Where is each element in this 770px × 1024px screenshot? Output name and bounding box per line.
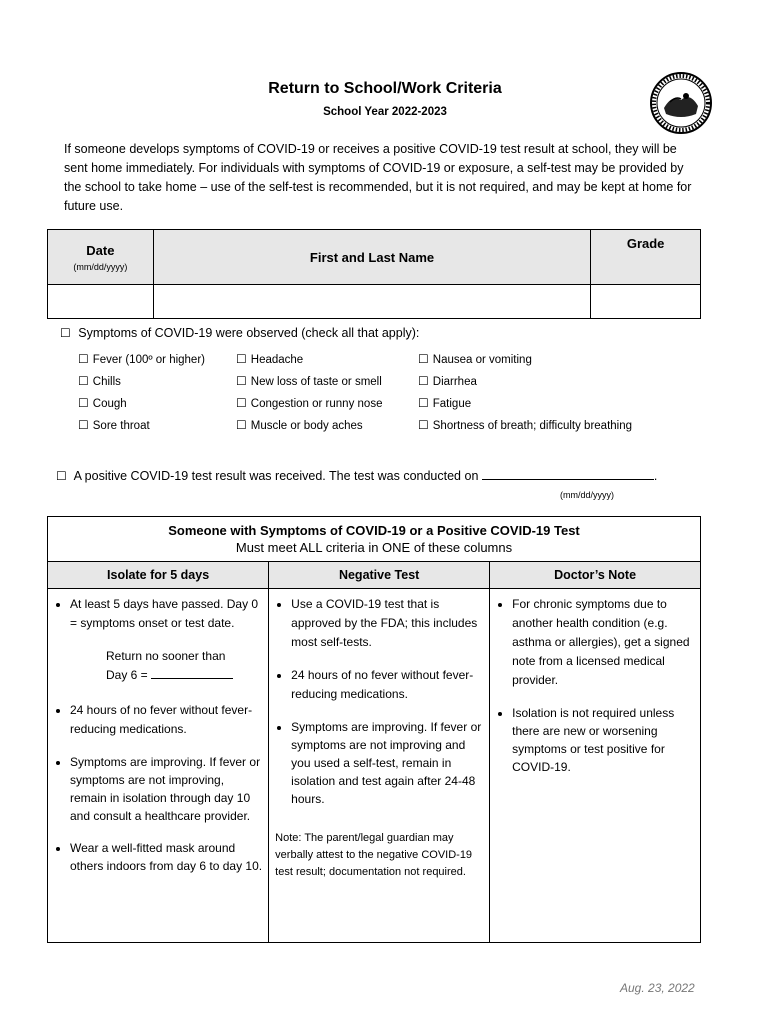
symptom-cough[interactable]: ☐ Cough [78,396,127,410]
criteria-title: Someone with Symptoms of COVID-19 or a Positive COVID-19 Test [168,523,580,538]
symptom-muscle-aches[interactable]: ☐ Muscle or body aches [236,418,363,432]
symptom-congestion[interactable]: ☐ Congestion or runny nose [236,396,383,410]
symptom-nausea[interactable]: ☐ Nausea or vomiting [418,352,532,366]
positive-test-row: ☐ A positive COVID-19 test result was received. The test was conducted on . [56,469,658,483]
isolate-bullet-4: • Wear a well-fitted mask around others indoors from day 6 to day 10. [70,839,262,875]
symptom-sore-throat[interactable]: ☐ Sore throat [78,418,150,432]
grade-label: Grade [626,236,665,251]
checkbox-icon[interactable]: ☐ [236,396,247,410]
isolate-bullet-2: • 24 hours of no fever without fever-reducing medications. [70,701,262,739]
symptoms-heading: Symptoms of COVID-19 were observed (check all that apply): [78,326,420,340]
return-date-field[interactable] [151,666,233,679]
revision-date: Aug. 23, 2022 [620,981,695,995]
isolate-bullet-1: • At least 5 days have passed. Day 0 = symptoms onset or test date. [70,595,262,633]
criteria-subtitle: Must meet ALL criteria in ONE of these columns [235,540,513,555]
date-field[interactable] [48,285,154,319]
symptom-diarrhea[interactable]: ☐ Diarrhea [418,374,477,388]
date-label: Date [86,242,115,258]
symptom-fatigue[interactable]: ☐ Fatigue [418,396,472,410]
criteria-title-cell [48,517,701,562]
symptom-shortness-breath[interactable]: ☐ Shortness of breath; difficulty breathing [418,418,633,432]
name-field[interactable] [153,285,590,319]
name-header [153,230,590,285]
doctor-bullet-2: • Isolation is not required unless there are new or worsening symptoms or test positive for COVID-19. [512,704,694,776]
intro-paragraph: If someone develops symptoms of COVID-19 or receives a positive COVID-19 test result at school, they will be sent home immediately. For individuals with symptoms of COVID-19 or exposure, a self-test may be provided by the school to take home – use of the self-test is recommended, but it is not required, and may be kept at home for future use. [64,142,692,213]
criteria-table [47,516,701,943]
symptoms-heading-row [60,326,419,340]
seal-icon [650,72,712,134]
return-date-block: Return no sooner than Day 6 = [54,647,262,685]
checkbox-icon[interactable]: ☐ [418,418,429,432]
isolate-bullet-3: • Symptoms are improving. If fever or symptoms are not improving, remain in isolation through day 10 and consult a healthcare provider. [70,753,262,825]
isolate-header: Isolate for 5 days [48,562,269,589]
symptom-headache[interactable]: ☐ Headache [236,352,304,366]
checkbox-icon[interactable]: ☐ [236,352,247,366]
symptom-chills[interactable]: ☐ Chills [78,374,121,388]
checkbox-icon[interactable]: ☐ [236,374,247,388]
checkbox-icon[interactable]: ☐ [418,352,429,366]
checkbox-icon[interactable]: ☐ [236,418,247,432]
negative-bullet-3: • Symptoms are improving. If fever or symptoms are not improving and you used a self-test, remain in isolation and test again after 24-48 hours. [291,718,483,808]
grade-header [591,230,701,285]
negative-bullet-1: • Use a COVID-19 test that is approved by the FDA; this includes most self-tests. [291,595,483,652]
grade-field[interactable] [591,285,701,319]
negative-bullet-2: • 24 hours of no fever without fever-reducing medications. [291,666,483,704]
page-title: Return to School/Work Criteria [268,80,502,97]
date-header [48,230,154,285]
doctors-note-header: Doctor’s Note [490,562,701,589]
page-subtitle: School Year 2022-2023 [323,106,447,118]
positive-test-text: A positive COVID-19 test result was received. The test was conducted on [73,469,479,483]
symptom-fever[interactable]: ☐ Fever (100º or higher) [78,352,205,366]
checkbox-icon[interactable]: ☐ [78,352,89,366]
name-label: First and Last Name [309,249,435,265]
symptoms-observed-checkbox[interactable]: ☐ [60,326,71,340]
checkbox-icon[interactable]: ☐ [78,418,89,432]
checkbox-icon[interactable]: ☐ [418,396,429,410]
doctor-bullet-1: • For chronic symptoms due to another health condition (e.g. asthma or allergies), get a signed note from a licensed medical provider. [512,595,694,690]
symptom-taste-smell[interactable]: ☐ New loss of taste or smell [236,374,382,388]
checkbox-icon[interactable]: ☐ [418,374,429,388]
test-date-format-hint: (mm/dd/yyyy) [560,490,614,500]
doctors-note-column [490,589,701,943]
symptom-checklist [78,352,698,440]
positive-test-checkbox[interactable]: ☐ [56,469,67,483]
date-format-hint: (mm/dd/yyyy) [73,261,128,272]
parent-attest-note: Note: The parent/legal guardian may verbally attest to the negative COVID-19 test result; documentation not required. [275,832,473,878]
checkbox-icon[interactable]: ☐ [78,374,89,388]
negative-test-header: Negative Test [269,562,490,589]
checkbox-icon[interactable]: ☐ [78,396,89,410]
negative-test-column [269,589,490,943]
test-date-field[interactable] [482,467,654,480]
isolate-column [48,589,269,943]
student-info-table [47,229,701,319]
